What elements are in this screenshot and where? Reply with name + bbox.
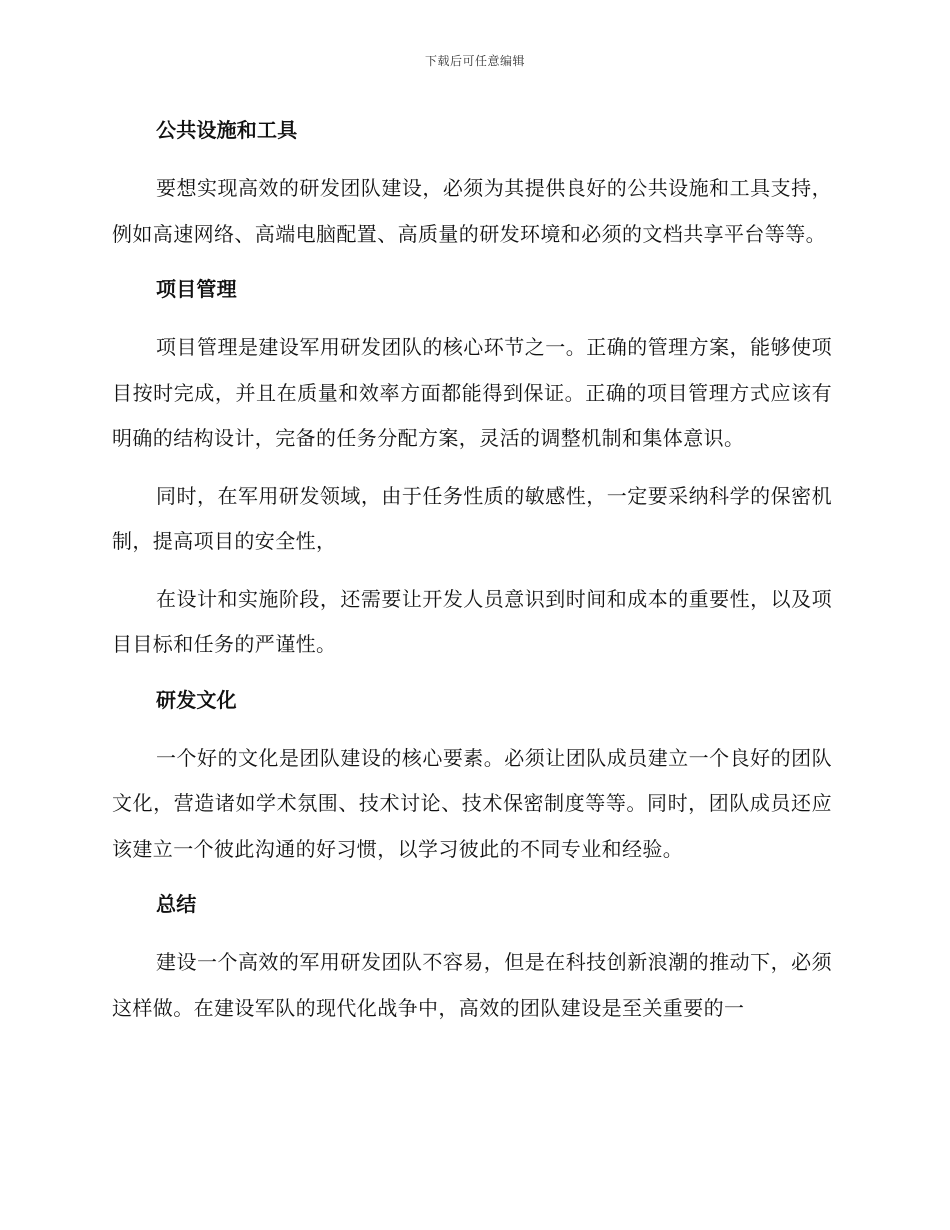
- page-header: 下载后可任意编辑: [424, 54, 525, 68]
- section-project-management: [112, 269, 832, 668]
- paragraph: 建设一个高效的军用研发团队不容易，但是在科技创新浪潮的推动下，必须这样做。在建设军队的现代化战争中，高效的团队建设是至关重要的一: [112, 950, 832, 1020]
- section-heading: 研发文化: [156, 687, 237, 712]
- section-facilities: [112, 110, 832, 257]
- document-body: [112, 110, 832, 1031]
- section-heading: 公共设施和工具: [156, 118, 298, 142]
- paragraph: 一个好的文化是团队建设的核心要素。必须让团队成员建立一个良好的团队文化，营造诸如学术氛围、技术讨论、技术保密制度等等。同时，团队成员还应该建立一个彼此沟通的好习惯，以学习彼此的不同专业和经验。: [112, 745, 832, 861]
- section-heading: 总结: [156, 892, 197, 916]
- paragraph: 要想实现高效的研发团队建设，必须为其提供良好的公共设施和工具支持，例如高速网络、高端电脑配置、高质量的研发环境和必须的文档共享平台等等。: [112, 176, 832, 246]
- paragraph: 在设计和实施阶段，还需要让开发人员意识到时间和成本的重要性，以及项目目标和任务的严谨性。: [112, 586, 832, 656]
- section-summary: [112, 884, 832, 1031]
- section-heading: 项目管理: [156, 277, 237, 301]
- paragraph: 项目管理是建设军用研发团队的核心环节之一。正确的管理方案，能够使项目按时完成，并且在质量和效率方面都能得到保证。正确的项目管理方式应该有明确的结构设计，完备的任务分配方案，灵活的调整机制和集体意识。: [112, 335, 832, 450]
- paragraph: 同时，在军用研发领域，由于任务性质的敏感性，一定要采纳科学的保密机制，提高项目的安全性，: [112, 483, 832, 553]
- section-rd-culture: [112, 680, 832, 873]
